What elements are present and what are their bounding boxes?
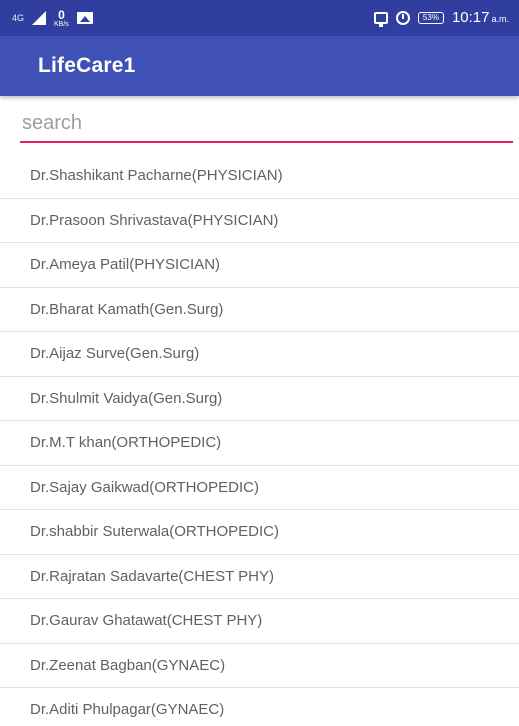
- doctor-list-item[interactable]: Dr.Gaurav Ghatawat(CHEST PHY): [0, 599, 519, 644]
- alarm-icon: [396, 11, 410, 25]
- status-bar: [0, 0, 519, 36]
- search-container: [0, 96, 519, 154]
- status-left: [12, 9, 93, 28]
- doctor-list-item[interactable]: Dr.Bharat Kamath(Gen.Surg): [0, 288, 519, 333]
- data-speed-unit: KB/s: [54, 20, 69, 28]
- doctor-list-item[interactable]: Dr.Sajay Gaikwad(ORTHOPEDIC): [0, 466, 519, 511]
- doctor-list-item[interactable]: Dr.Aijaz Surve(Gen.Surg): [0, 332, 519, 377]
- doctor-list-item[interactable]: Dr.Zeenat Bagban(GYNAEC): [0, 644, 519, 689]
- app-title: LifeCare1: [38, 54, 136, 77]
- network-type-label: 4G: [12, 12, 25, 23]
- clock-suffix: a.m.: [491, 14, 509, 24]
- app-bar: [0, 36, 519, 96]
- cast-icon: [374, 12, 388, 24]
- search-input[interactable]: [20, 108, 513, 143]
- status-right: [374, 9, 509, 27]
- clock-time: 10:17: [451, 9, 490, 26]
- doctor-list-item[interactable]: Dr.Rajratan Sadavarte(CHEST PHY): [0, 555, 519, 600]
- image-notification-icon: [77, 12, 93, 24]
- doctor-list-item[interactable]: Dr.Ameya Patil(PHYSICIAN): [0, 243, 519, 288]
- doctor-list-item[interactable]: Dr.Shashikant Pacharne(PHYSICIAN): [0, 154, 519, 199]
- doctor-list-item[interactable]: Dr.M.T khan(ORTHOPEDIC): [0, 421, 519, 466]
- doctor-list-item[interactable]: Dr.Prasoon Shrivastava(PHYSICIAN): [0, 199, 519, 244]
- doctor-list-item[interactable]: Dr.Aditi Phulpagar(GYNAEC): [0, 688, 519, 726]
- clock: [452, 9, 509, 27]
- data-speed-icon: [54, 9, 69, 28]
- doctor-list-item[interactable]: Dr.Shulmit Vaidya(Gen.Surg): [0, 377, 519, 422]
- doctor-list-item[interactable]: Dr.shabbir Suterwala(ORTHOPEDIC): [0, 510, 519, 555]
- signal-icon: [32, 11, 46, 25]
- battery-icon: 53%: [418, 12, 444, 24]
- doctor-list: [0, 154, 519, 726]
- data-speed-value: 0: [58, 7, 65, 22]
